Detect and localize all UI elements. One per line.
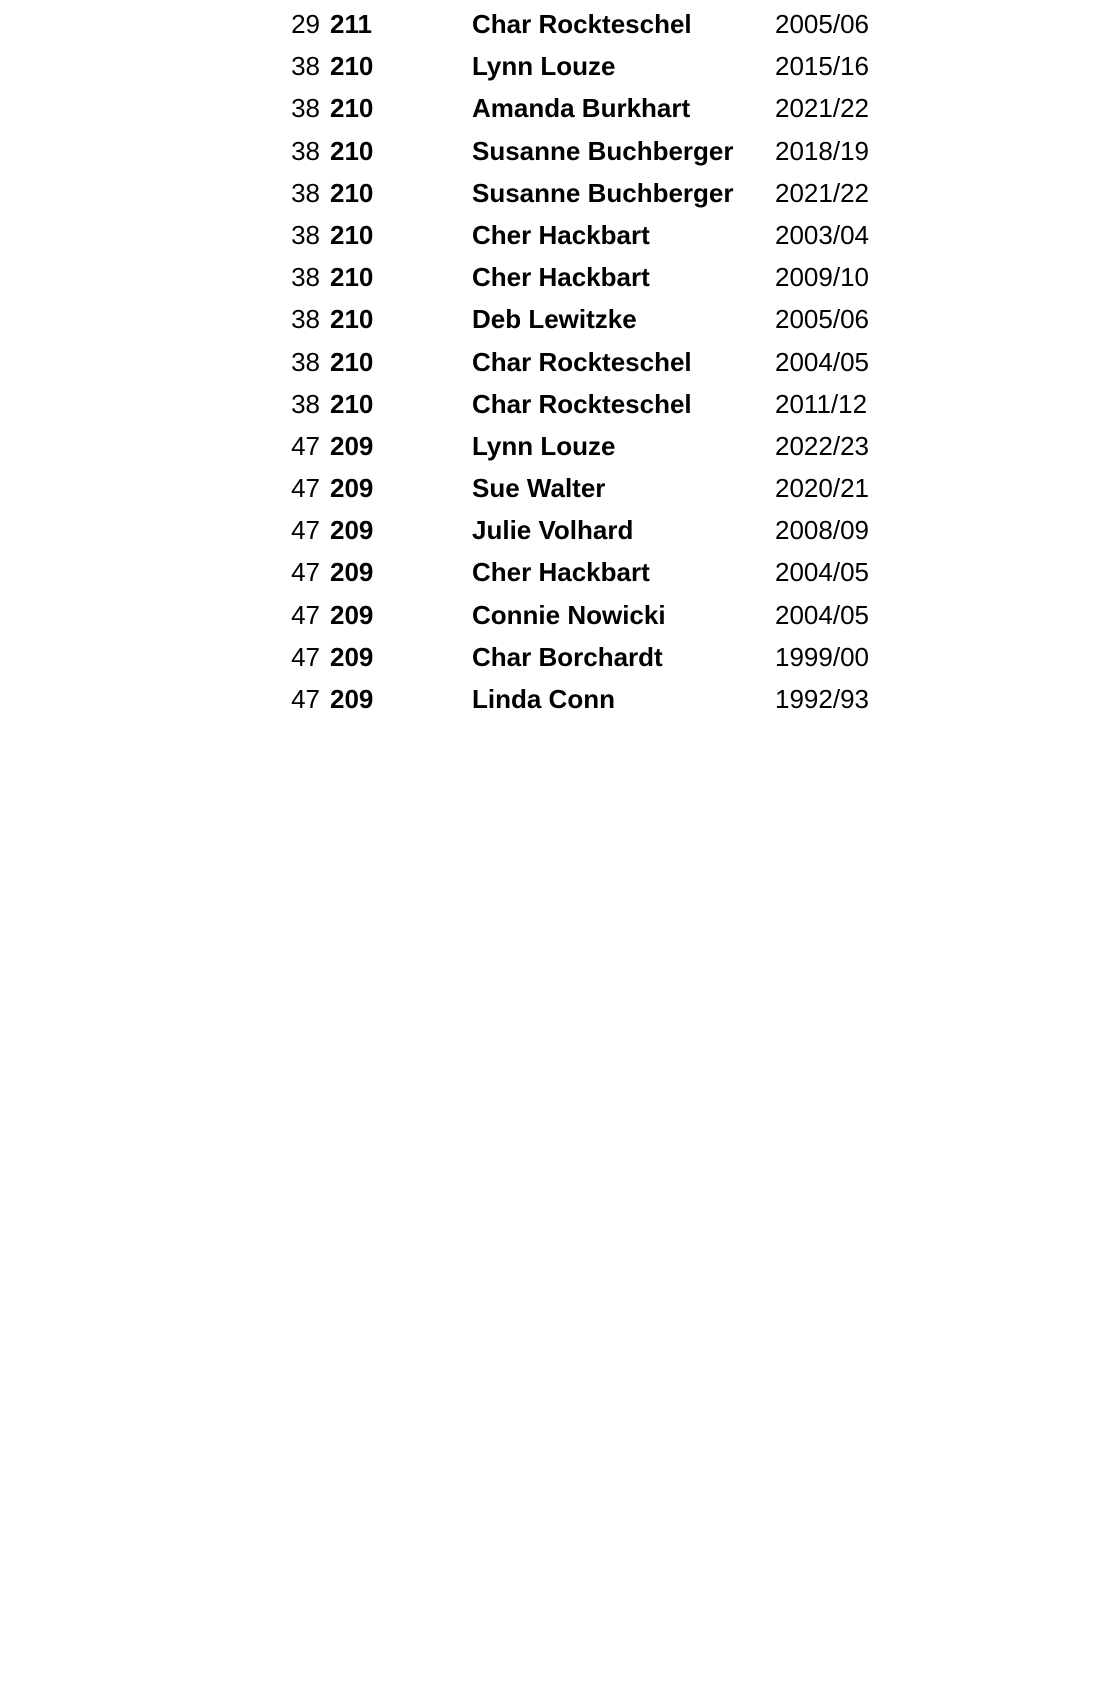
rank-cell: 38 xyxy=(291,388,320,419)
bowler-name-cell: Deb Lewitzke xyxy=(472,304,637,335)
season-cell: 2005/06 xyxy=(775,9,869,39)
season-cell: 1992/93 xyxy=(775,684,869,714)
season-cell: 2009/10 xyxy=(775,262,869,293)
season-cell: 2021/22 xyxy=(775,177,869,208)
bowler-name-cell: Lynn Louze xyxy=(472,51,616,82)
score-cell: 209 xyxy=(330,599,374,630)
bowler-name-cell: Sue Walter xyxy=(472,473,606,504)
rank-cell: 38 xyxy=(291,51,320,82)
record-row xyxy=(0,594,1100,636)
bowler-name-cell: Char Rockteschel xyxy=(472,9,692,39)
rank-cell: 47 xyxy=(291,557,320,588)
rank-cell: 47 xyxy=(291,599,320,630)
bowler-name-cell: Char Rockteschel xyxy=(472,346,692,377)
record-row xyxy=(0,172,1100,214)
score-cell: 209 xyxy=(330,430,374,461)
record-row xyxy=(0,214,1100,256)
bowler-name-cell: Char Rockteschel xyxy=(472,388,692,419)
record-row xyxy=(0,383,1100,425)
season-cell: 2004/05 xyxy=(775,557,869,588)
bowler-name-cell: Connie Nowicki xyxy=(472,599,666,630)
bowler-name-cell: Julie Volhard xyxy=(472,515,634,546)
rank-cell: 38 xyxy=(291,177,320,208)
rank-cell: 38 xyxy=(291,262,320,293)
record-row xyxy=(0,425,1100,467)
rank-cell: 38 xyxy=(291,346,320,377)
season-cell: 2008/09 xyxy=(775,515,869,546)
rank-cell: 38 xyxy=(291,93,320,124)
bowler-name-cell: Cher Hackbart xyxy=(472,557,650,588)
bowler-name-cell: Lynn Louze xyxy=(472,430,616,461)
score-cell: 210 xyxy=(330,262,374,293)
season-cell: 2005/06 xyxy=(775,304,869,335)
score-cell: 209 xyxy=(330,684,374,714)
score-cell: 210 xyxy=(330,177,374,208)
rank-cell: 38 xyxy=(291,135,320,166)
score-cell: 210 xyxy=(330,219,374,250)
score-cell: 210 xyxy=(330,135,374,166)
score-cell: 211 xyxy=(330,9,372,39)
rank-cell: 38 xyxy=(291,219,320,250)
score-cell: 210 xyxy=(330,51,374,82)
season-cell: 2015/16 xyxy=(775,51,869,82)
score-cell: 209 xyxy=(330,473,374,504)
bowler-name-cell: Cher Hackbart xyxy=(472,262,650,293)
season-cell: 2004/05 xyxy=(775,346,869,377)
record-row xyxy=(0,3,1100,45)
record-row xyxy=(0,509,1100,551)
records-list xyxy=(0,3,1100,720)
bowler-name-cell: Linda Conn xyxy=(472,684,615,714)
rank-cell: 47 xyxy=(291,430,320,461)
season-cell: 2003/04 xyxy=(775,219,869,250)
bowler-name-cell: Amanda Burkhart xyxy=(472,93,691,124)
record-row xyxy=(0,45,1100,87)
season-cell: 2021/22 xyxy=(775,93,869,124)
bowler-name-cell: Cher Hackbart xyxy=(472,219,650,250)
record-row xyxy=(0,256,1100,298)
rank-cell: 47 xyxy=(291,473,320,504)
season-cell: 2004/05 xyxy=(775,599,869,630)
record-row xyxy=(0,551,1100,593)
score-cell: 210 xyxy=(330,346,374,377)
season-cell: 1999/00 xyxy=(775,641,869,672)
score-cell: 209 xyxy=(330,641,374,672)
season-cell: 2011/12 xyxy=(775,388,868,419)
rank-cell: 47 xyxy=(291,684,320,714)
record-row xyxy=(0,467,1100,509)
record-row xyxy=(0,636,1100,678)
bowler-name-cell: Susanne Buchberger xyxy=(472,135,734,166)
rank-cell: 47 xyxy=(291,641,320,672)
record-row xyxy=(0,678,1100,720)
score-cell: 210 xyxy=(330,304,374,335)
season-cell: 2022/23 xyxy=(775,430,869,461)
record-row xyxy=(0,130,1100,172)
score-cell: 209 xyxy=(330,557,374,588)
season-cell: 2018/19 xyxy=(775,135,869,166)
score-cell: 210 xyxy=(330,93,374,124)
record-row xyxy=(0,298,1100,340)
bowler-name-cell: Char Borchardt xyxy=(472,641,663,672)
record-row xyxy=(0,341,1100,383)
rank-cell: 47 xyxy=(291,515,320,546)
bowler-name-cell: Susanne Buchberger xyxy=(472,177,734,208)
score-cell: 209 xyxy=(330,515,374,546)
rank-cell: 38 xyxy=(291,304,320,335)
rank-cell: 29 xyxy=(291,9,320,39)
score-cell: 210 xyxy=(330,388,374,419)
record-row xyxy=(0,87,1100,129)
season-cell: 2020/21 xyxy=(775,473,869,504)
